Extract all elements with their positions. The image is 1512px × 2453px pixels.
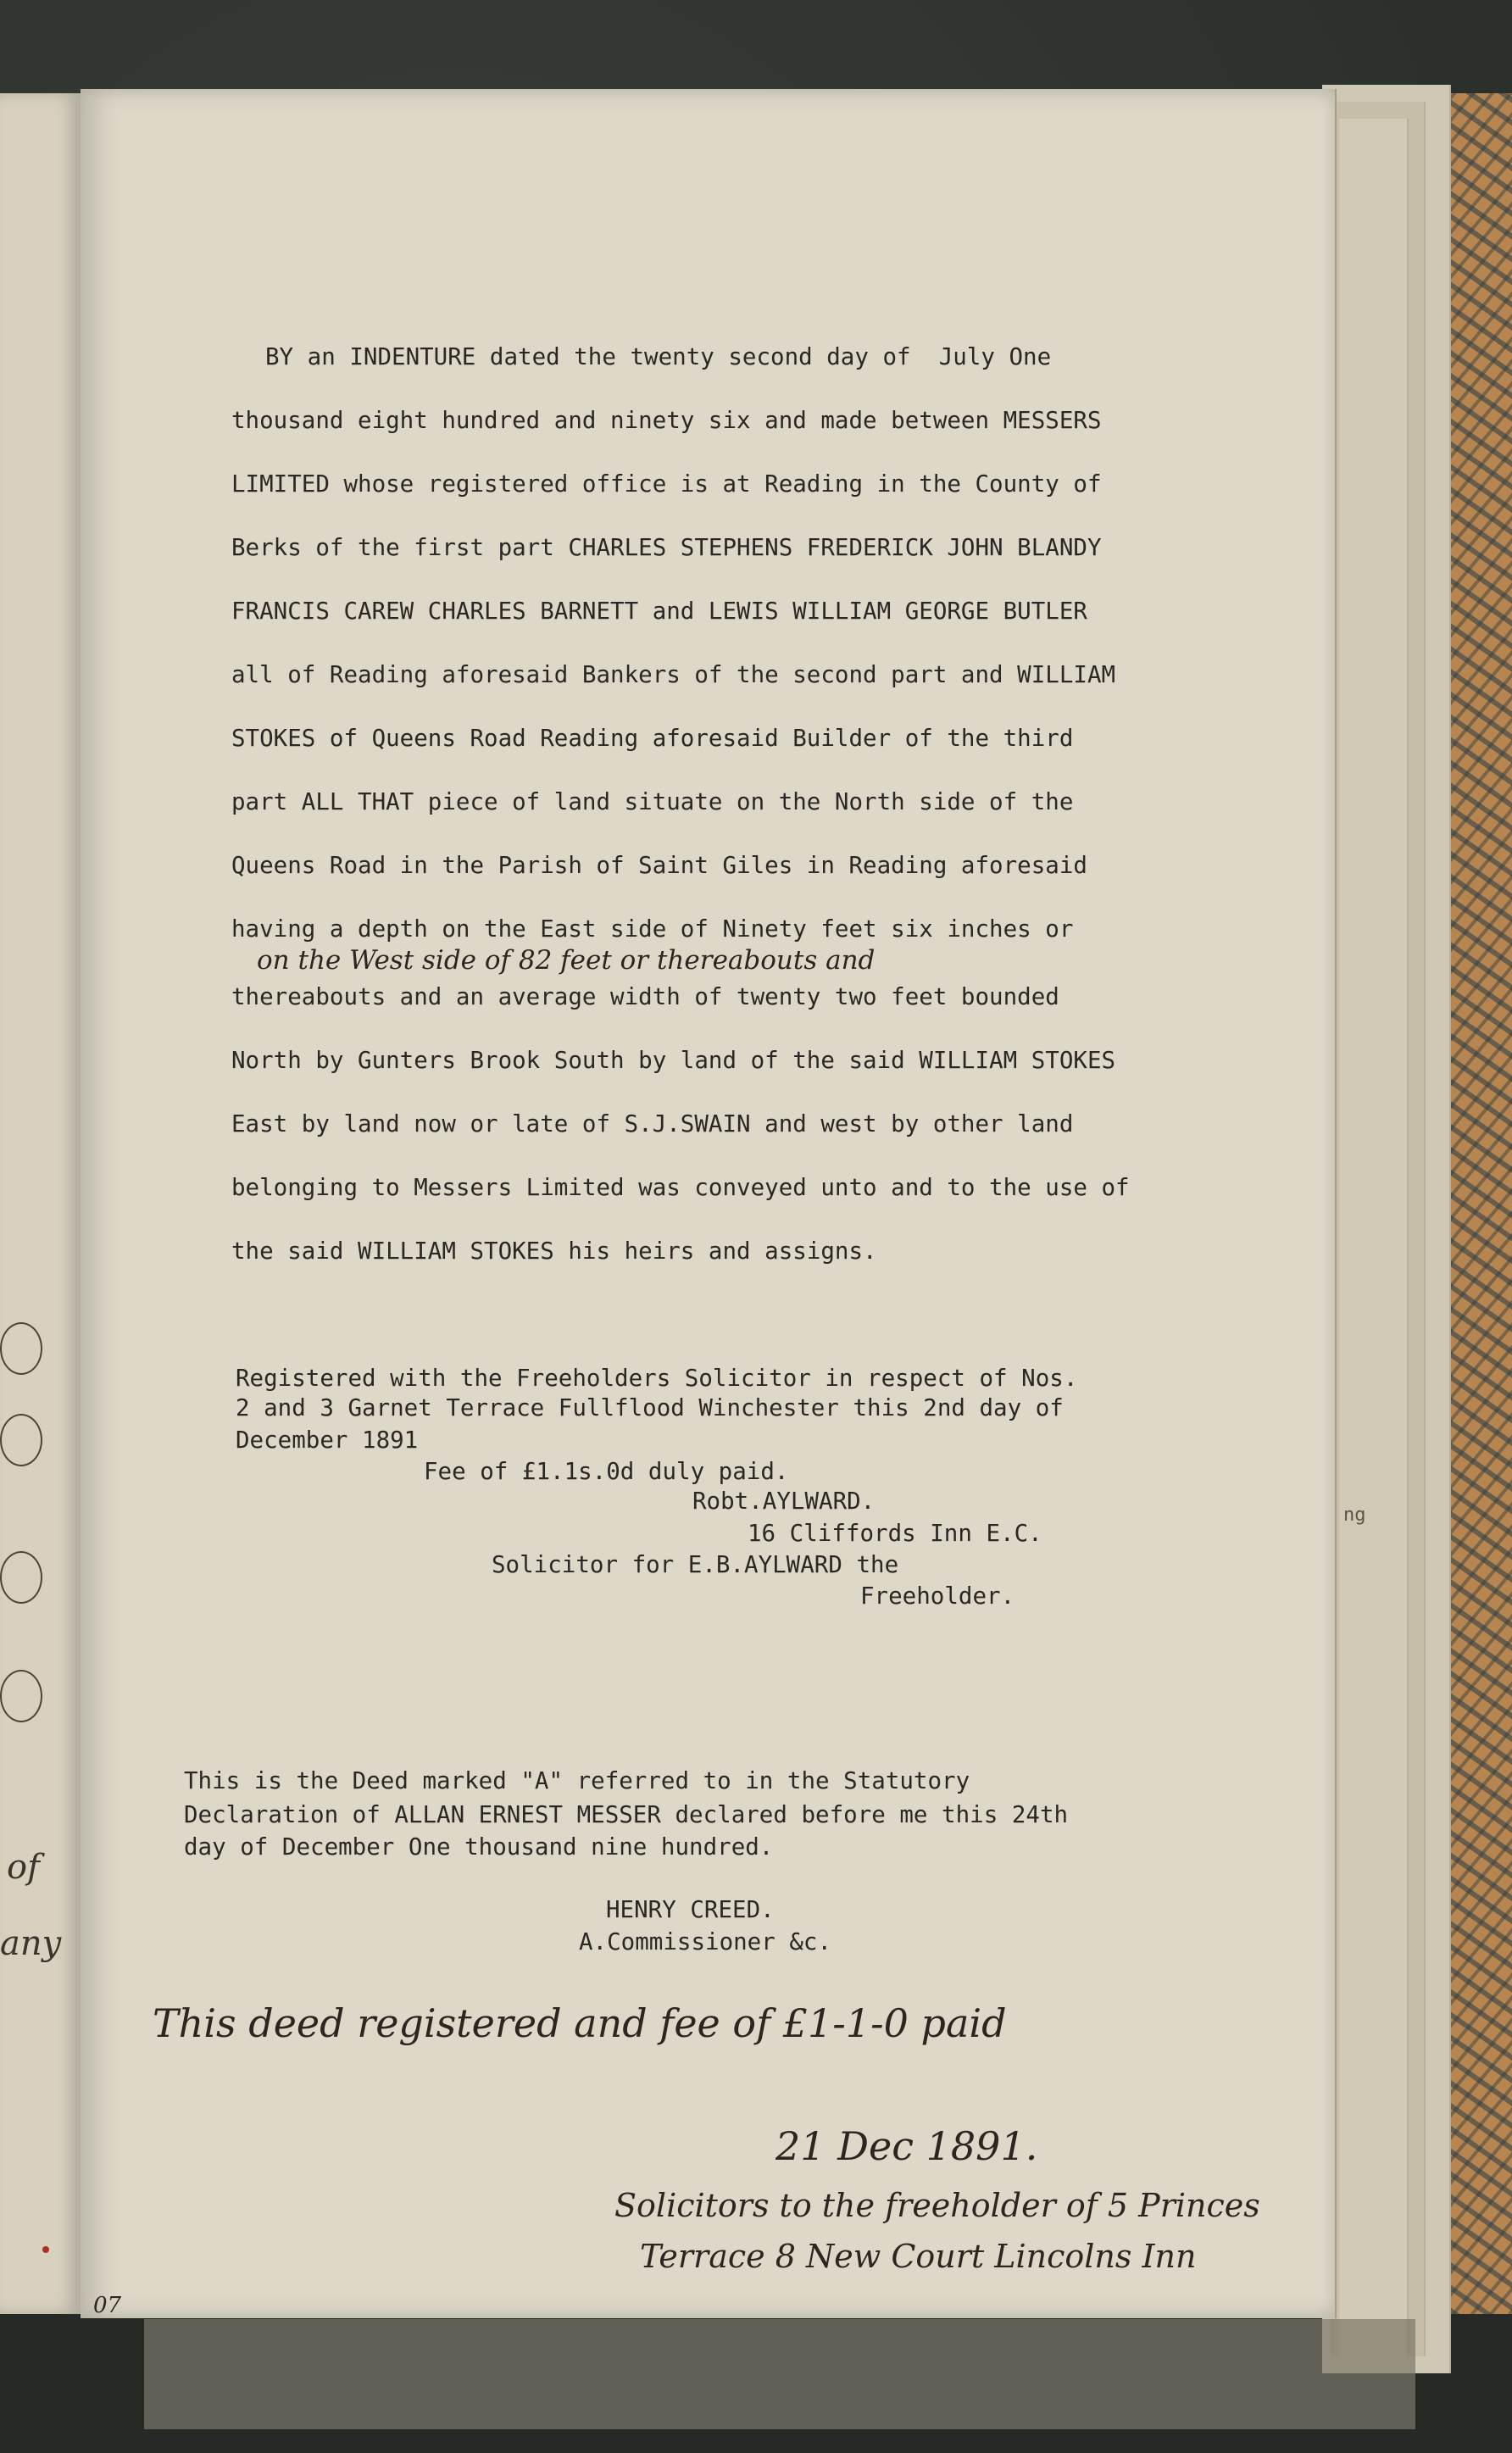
handwritten-signature-line: Terrace 8 New Court Lincolns Inn [640,2238,1197,2275]
indenture-line: North by Gunters Brook South by land of the said WILLIAM STOKES [231,1047,1116,1074]
page-number: 07 [93,2293,122,2318]
indenture-line: thousand eight hundred and ninety six and made between MESSERS [231,407,1102,434]
registration-line: 2 and 3 Garnet Terrace Fullflood Winchester this 2nd day of [236,1394,1064,1421]
indenture-line: having a depth on the East side of Ninety feet six inches or [231,915,1074,943]
indenture-line: all of Reading aforesaid Bankers of the second part and WILLIAM [231,661,1116,688]
margin-circle-mark [0,1551,42,1604]
handwritten-interlineation: on the West side of 82 feet or thereabouts and [257,945,876,976]
handwritten-signature-line: Solicitors to the freeholder of 5 Princes [614,2187,1260,2224]
red-ink-mark [42,2246,49,2253]
indenture-line: FRANCIS CAREW CHARLES BARNETT and LEWIS WILLIAM GEORGE BUTLER [231,598,1087,625]
indenture-line: part ALL THAT piece of land situate on the North side of the [231,788,1074,815]
edge-text-fragment: ng [1343,1505,1366,1526]
registration-address: 16 Cliffords Inn E.C. [748,1520,1042,1547]
document-page [81,89,1337,2318]
indenture-line: the said WILLIAM STOKES his heirs and assigns. [231,1238,877,1265]
handwritten-fee-note: This deed registered and fee of £1-1-0 paid [153,2000,1007,2046]
indenture-line: thereabouts and an average width of twenty two feet bounded [231,983,1059,1010]
indenture-line: Queens Road in the Parish of Saint Giles in Reading aforesaid [231,852,1087,879]
declaration-line: day of December One thousand nine hundred. [184,1833,774,1861]
indenture-line: STOKES of Queens Road Reading aforesaid Builder of the third [231,725,1074,752]
indenture-line: Berks of the first part CHARLES STEPHENS FREDERICK JOHN BLANDY [231,534,1102,561]
margin-note: any [0,1924,62,1963]
registration-line: Registered with the Freeholders Solicitor in respect of Nos. [236,1365,1078,1392]
margin-circle-mark [0,1414,42,1466]
margin-note: of [7,1848,40,1887]
indenture-line: East by land now or late of S.J.SWAIN and west by other land [231,1110,1074,1138]
handwritten-date: 21 Dec 1891. [775,2123,1038,2169]
page-bottom-edge [144,2319,1415,2429]
indenture-line: BY an INDENTURE dated the twenty second day of July One [265,343,1052,370]
commissioner-name: HENRY CREED. [606,1896,775,1923]
indenture-line: belonging to Messers Limited was conveyed unto and to the use of [231,1174,1130,1201]
registration-line: Solicitor for E.B.AYLWARD the [492,1551,899,1578]
marbled-edge [1451,93,1512,2314]
declaration-line: This is the Deed marked "A" referred to in the Statutory [184,1767,970,1794]
registration-line: Freeholder. [860,1582,1015,1610]
declaration-line: Declaration of ALLAN ERNEST MESSER declared before me this 24th [184,1801,1069,1828]
page-stack [1339,119,1409,2356]
margin-circle-mark [0,1670,42,1722]
left-facing-page [0,93,83,2314]
registration-signature: Robt.AYLWARD. [692,1488,876,1515]
registration-line: Fee of £1.1s.0d duly paid. [424,1458,789,1485]
commissioner-title: A.Commissioner &c. [579,1928,832,1955]
indenture-line: LIMITED whose registered office is at Reading in the County of [231,470,1102,498]
margin-circle-mark [0,1322,42,1375]
registration-line: December 1891 [236,1427,419,1454]
